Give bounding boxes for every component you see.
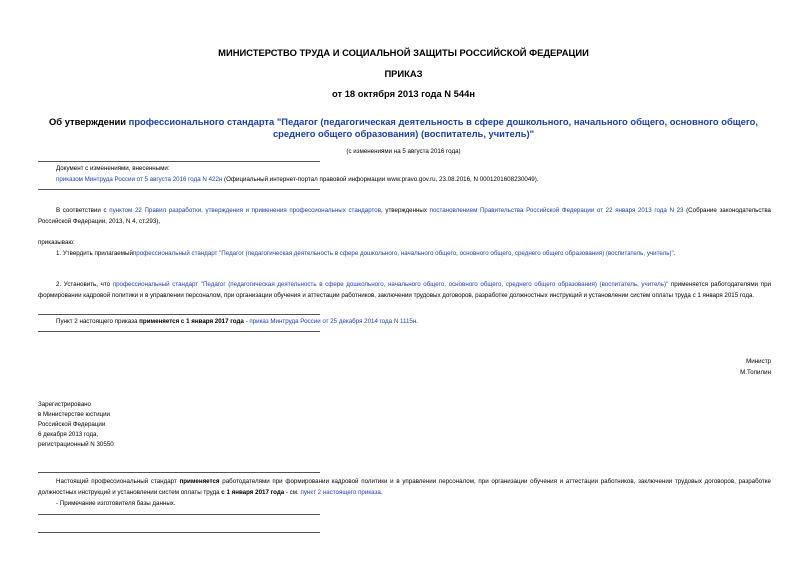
footnote-date: с 1 января 2017 года <box>221 489 285 496</box>
item-2 <box>38 279 771 301</box>
footnote-text: Настоящий профессиональный стандарт <box>56 478 180 485</box>
order-1115n-link[interactable]: приказ Минтруда России от 25 декабря 2014 года N 1115н <box>249 318 417 325</box>
item-2-text: применяется работодателями при формировании кадровой политики и в управлении персоналом, при организации обучения и аттестации работников, заключении трудовых договоров, разработке должностных инструкций и установлении систем оплаты труда с 1 января 2015 года. <box>38 281 771 299</box>
registration-block <box>38 400 114 450</box>
signature-title: Министр <box>746 358 771 365</box>
divider <box>38 514 320 515</box>
amended-note: (с изменениями на 5 августа 2016 года) <box>346 148 461 155</box>
registration-line: Российской Федерации <box>38 421 106 428</box>
divider <box>38 314 320 315</box>
amend-order-link[interactable]: приказом Минтруда России от 5 августа 2016 года N 422н <box>56 176 223 183</box>
divider <box>38 472 320 473</box>
item-1-text: 1. Утвердить прилагаемый <box>56 250 133 257</box>
footnote-text: работодателями при формировании кадровой политики и в управлении персоналом, при организации обучения и аттестации работников, заключении трудовых договоров, разработке должностных инструкций и установлении систем оплаты труда <box>38 478 771 496</box>
registration-line: в Министерстве юстиции <box>38 411 111 418</box>
item-1 <box>38 248 771 259</box>
standard-link[interactable]: профессиональный стандарт "Педагог (педагогическая деятельность в сфере дошкольного, начального общего, основного общего, среднего общего образования) (воспитатель, учитель)" <box>132 250 674 257</box>
footnote-text: . <box>380 489 383 496</box>
subject-prefix: Об утверждении <box>49 116 129 127</box>
divider <box>38 189 320 190</box>
doc-type: ПРИКАЗ <box>384 68 423 79</box>
item-2-text: 2. Установить, что <box>56 281 113 288</box>
amend-line1: Документ с изменениями, внесенными: <box>56 165 170 172</box>
footnote-text: - см. <box>284 489 301 496</box>
database-note: - Примечание изготовителя базы данных. <box>56 500 176 507</box>
divider <box>38 532 320 533</box>
amend-line2 <box>56 174 776 185</box>
divider <box>38 161 320 162</box>
signature-name: М.Топилин <box>740 369 771 376</box>
note-effective-date: применяется с 1 января 2017 года <box>139 318 244 325</box>
preamble-text: , утвержденных <box>381 207 430 214</box>
standard-link[interactable]: профессиональный стандарт "Педагог (педагогическая деятельность в сфере дошкольного, начального общего, основного общего, среднего общего образования) (воспитатель, учитель)" <box>112 281 669 288</box>
preamble-text: В соответствии с <box>56 207 110 214</box>
item-1-text: . <box>673 250 676 257</box>
order-date-number: от 18 октября 2013 года N 544н <box>332 88 475 99</box>
rules-link[interactable]: пунктом 22 Правил разработки, утверждения и применения профессиональных стандартов <box>109 207 382 214</box>
amend-source: (Официальный интернет-портал правовой информации www.pravo.gov.ru, 23.08.2016, N 0001201608230049). <box>222 176 539 183</box>
standard-link[interactable]: профессионального стандарта "Педагог (педагогическая деятельность в сфере дошкольного, начального общего, основного общего, среднего общего образования) (воспитатель, учитель)" <box>128 116 758 139</box>
divider <box>38 331 320 332</box>
preamble <box>38 205 771 227</box>
registration-line: 6 декабря 2013 года, <box>38 431 99 438</box>
footnote-bold: применяется <box>179 478 220 485</box>
note-text: . <box>416 318 419 325</box>
order-word: приказываю: <box>38 239 75 246</box>
footnote <box>38 476 771 498</box>
note-text: Пункт 2 настоящего приказа <box>56 318 140 325</box>
registration-line: регистрационный N 30550 <box>38 441 114 448</box>
item-2-note <box>56 316 776 327</box>
preamble-text: (Собрание законодательства Российской Федерации, 2013, N 4, ст.293), <box>38 207 771 225</box>
government-decree-link[interactable]: постановлением Правительства Российской Федерации от 22 января 2013 года N 23 <box>429 207 684 214</box>
item-2-link[interactable]: пункт 2 настоящего приказа <box>300 489 381 496</box>
registration-line: Зарегистрировано <box>38 401 91 408</box>
order-subject <box>36 116 771 140</box>
note-text: - <box>243 318 250 325</box>
ministry-title: МИНИСТЕРСТВО ТРУДА И СОЦИАЛЬНОЙ ЗАЩИТЫ РОССИЙСКОЙ ФЕДЕРАЦИИ <box>218 47 589 58</box>
